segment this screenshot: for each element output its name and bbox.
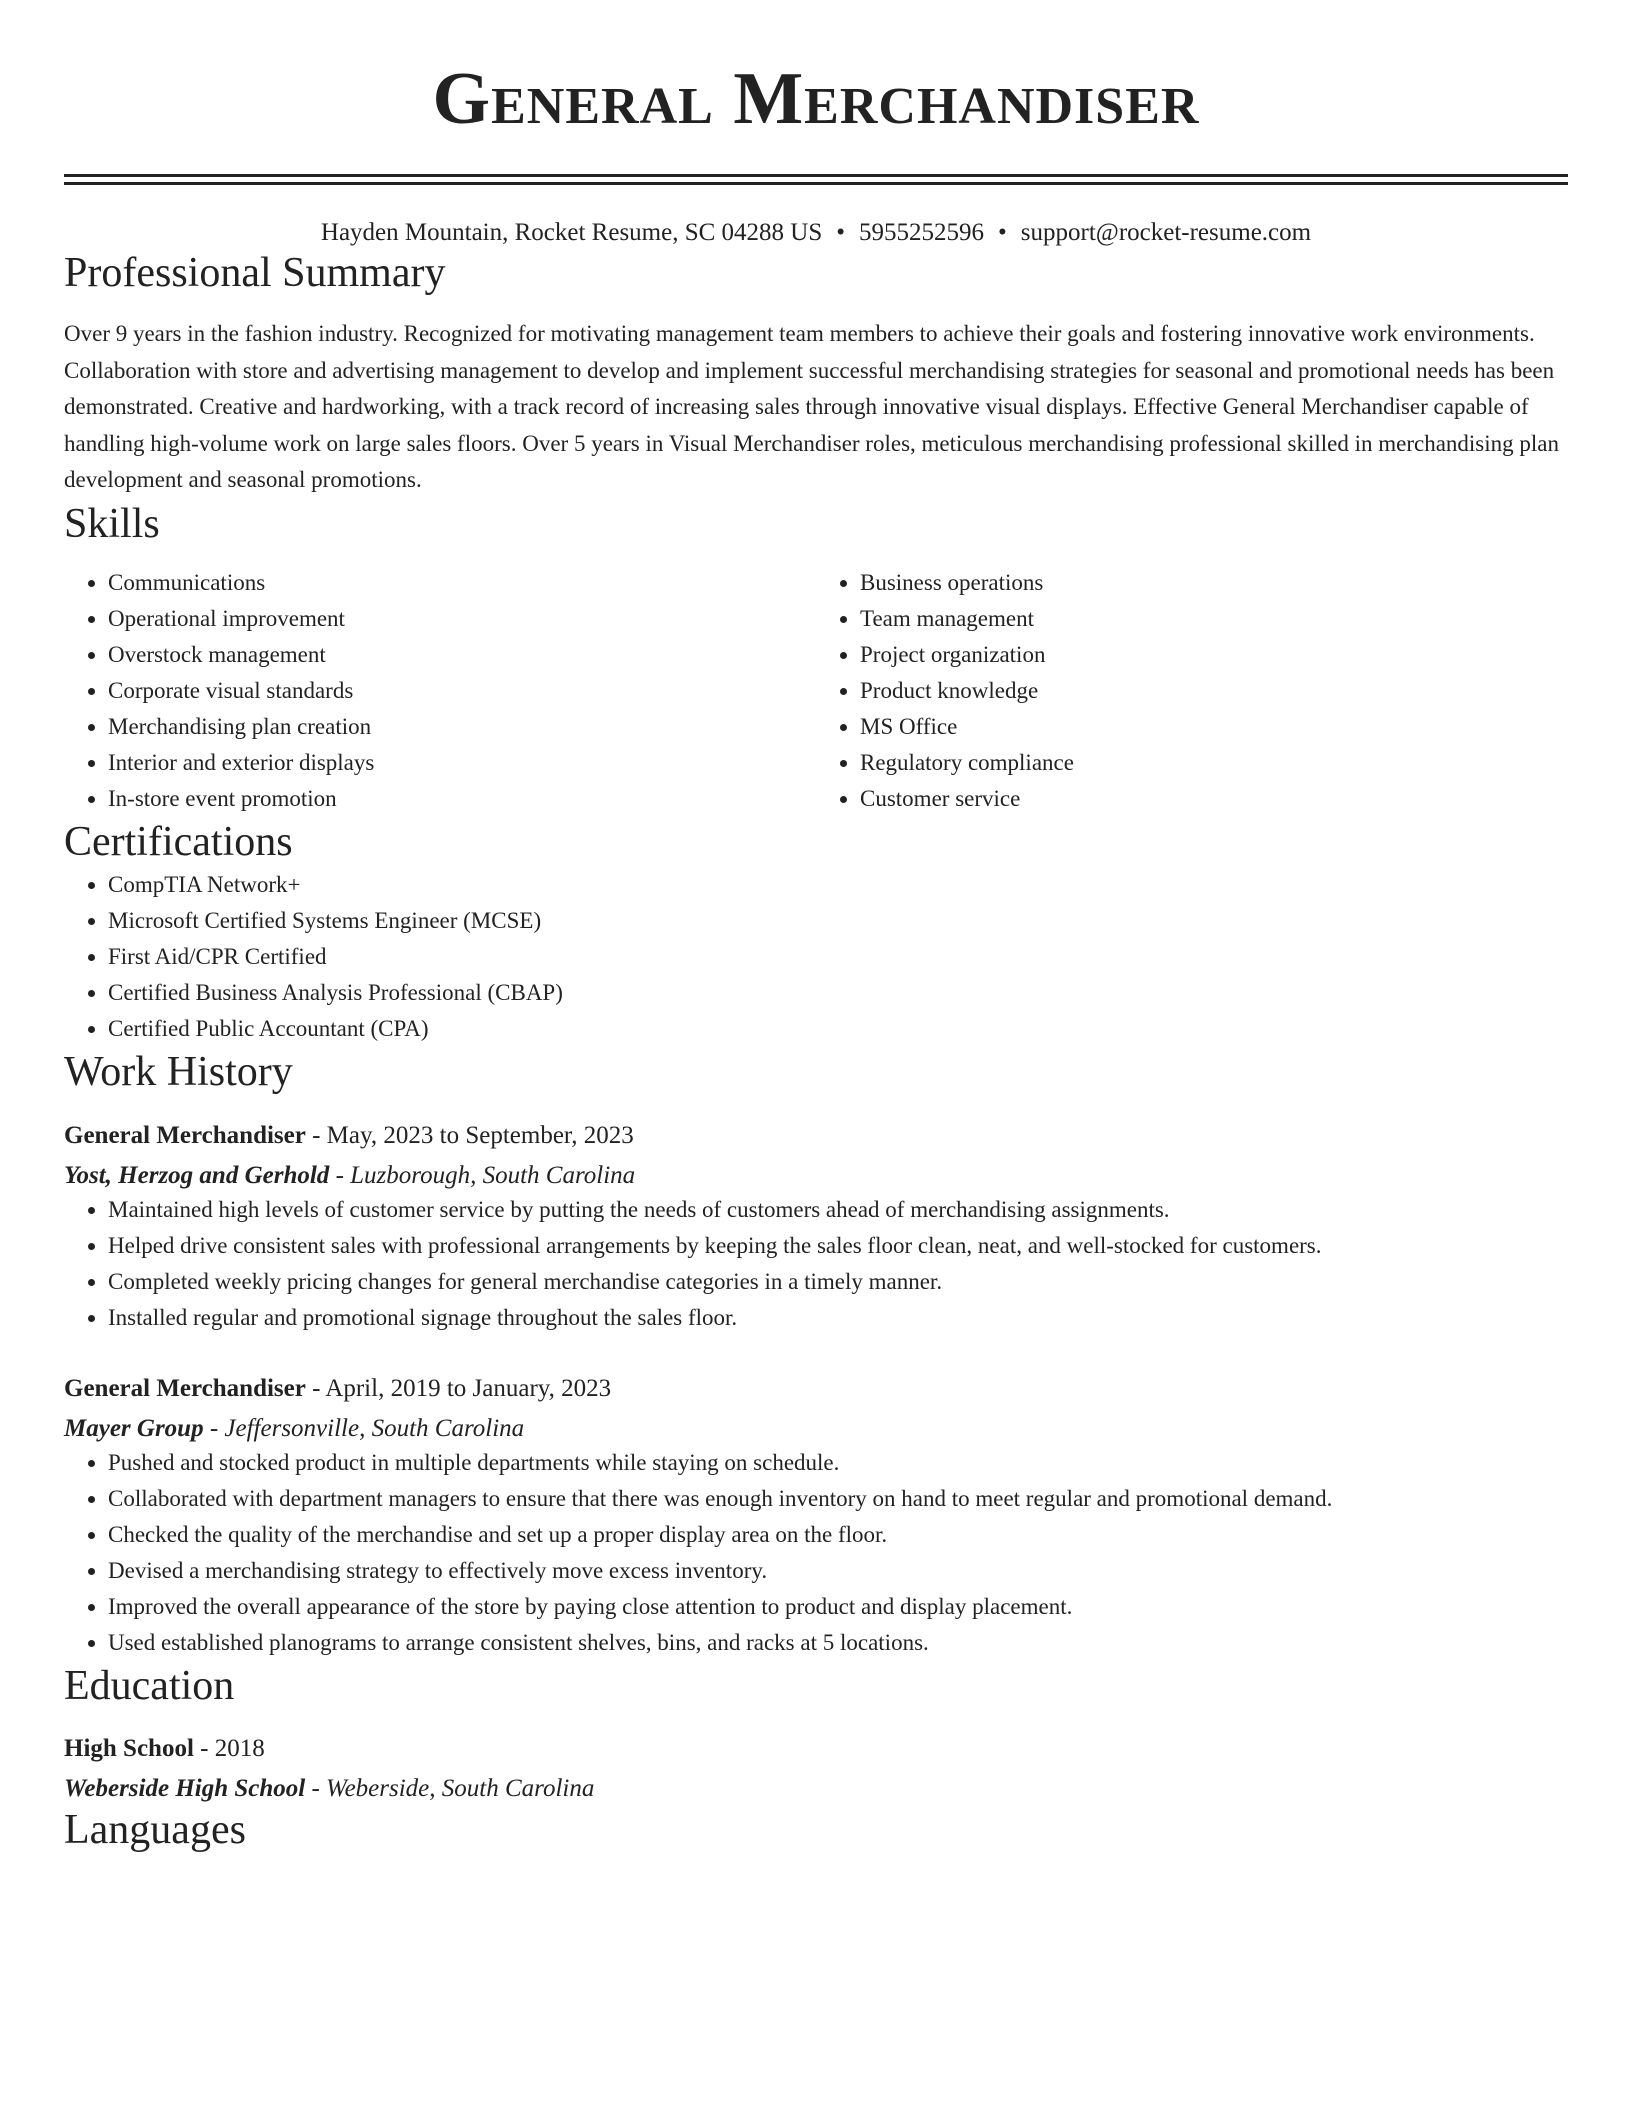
skills-list-right	[816, 565, 1568, 817]
job-entry	[64, 1120, 1568, 1336]
job-entry	[64, 1373, 1568, 1661]
skills-columns	[64, 565, 1568, 817]
contact-separator: •	[998, 219, 1007, 246]
job-duty-item: • Pushed and stocked product in multiple departments while staying on schedule.	[108, 1445, 1568, 1481]
job-company-line	[64, 1160, 1568, 1192]
skill-item: • Operational improvement	[108, 601, 816, 637]
skill-item: • Corporate visual standards	[108, 673, 816, 709]
education-entry	[64, 1733, 1568, 1805]
certification-item: • First Aid/CPR Certified	[108, 939, 1568, 975]
skill-item: • Regulatory compliance	[860, 745, 1568, 781]
skill-item: • Merchandising plan creation	[108, 709, 816, 745]
contact-line	[64, 218, 1568, 248]
skills-heading: Skills	[64, 500, 160, 547]
certifications-heading: Certifications	[64, 818, 293, 865]
work-history-heading: Work History	[64, 1048, 293, 1095]
job-title-line	[64, 1120, 1568, 1152]
job-duty-item: • Used established planograms to arrange consistent shelves, bins, and racks at 5 locations.	[108, 1625, 1568, 1661]
education-year: - 2018	[193, 1734, 265, 1762]
job-duty-item: • Improved the overall appearance of the store by paying close attention to product and display placement.	[108, 1589, 1568, 1625]
certification-item: • CompTIA Network+	[108, 867, 1568, 903]
job-duty-item: • Collaborated with department managers to ensure that there was enough inventory on hand to meet regular and promotional demand.	[108, 1481, 1568, 1517]
contact-email: support@rocket-resume.com	[1020, 219, 1312, 246]
job-title-line	[64, 1373, 1568, 1405]
job-duties-list	[64, 1445, 1568, 1661]
certification-item: • Certified Public Accountant (CPA)	[108, 1011, 1568, 1047]
contact-separator: •	[836, 219, 846, 246]
skill-item: • Project organization	[860, 637, 1568, 673]
education-heading: Education	[64, 1662, 235, 1709]
skill-item: • Customer service	[860, 781, 1568, 817]
languages-heading: Languages	[64, 1806, 246, 1853]
job-company: Mayer Group	[64, 1414, 204, 1442]
header-divider	[64, 174, 1568, 185]
education-degree: High School	[64, 1734, 194, 1762]
skill-item: • In-store event promotion	[108, 781, 816, 817]
education-location: - Weberside, South Carolina	[305, 1774, 595, 1802]
job-dates: - April, 2019 to January, 2023	[305, 1374, 612, 1402]
skills-list-left	[64, 565, 816, 817]
summary-text: Over 9 years in the fashion industry. Recognized for motivating management team members to achieve their goals and fostering innovative work environments. Collaboration with store and advertising management to develop and implement successful merchandising strategies for seasonal and promotional needs has been demonstrated. Creative and hardworking, with a track record of increasing sales through innovative visual displays. Effective General Merchandiser capable of handling high-volume work on large sales floors. Over 5 years in Visual Merchandiser roles, meticulous merchandising professional skilled in merchandising plan development and seasonal promotions.	[64, 321, 1559, 492]
summary-heading: Professional Summary	[64, 250, 446, 296]
job-company: Yost, Herzog and Gerhold	[64, 1161, 330, 1189]
education-degree-line	[64, 1733, 1568, 1765]
job-location: - Luzborough, South Carolina	[329, 1161, 636, 1189]
certification-item: • Microsoft Certified Systems Engineer (MCSE)	[108, 903, 1568, 939]
skill-item: • Communications	[108, 565, 816, 601]
job-dates: - May, 2023 to September, 2023	[305, 1121, 634, 1149]
skill-item: • MS Office	[860, 709, 1568, 745]
job-duties-list	[64, 1192, 1568, 1336]
job-duty-item: • Checked the quality of the merchandise and set up a proper display area on the floor.	[108, 1517, 1568, 1553]
skill-item: • Overstock management	[108, 637, 816, 673]
contact-address: Hayden Mountain, Rocket Resume, SC 04288 US	[320, 219, 823, 246]
job-duty-item: • Completed weekly pricing changes for general merchandise categories in a timely manner.	[108, 1264, 1568, 1300]
certification-item: • Certified Business Analysis Professional (CBAP)	[108, 975, 1568, 1011]
job-role: General Merchandiser	[64, 1374, 306, 1402]
certifications-list	[64, 867, 1568, 1047]
job-company-line	[64, 1413, 1568, 1445]
skill-item: • Business operations	[860, 565, 1568, 601]
education-school-line	[64, 1773, 1568, 1805]
skill-item: • Interior and exterior displays	[108, 745, 816, 781]
job-duty-item: • Devised a merchandising strategy to effectively move excess inventory.	[108, 1553, 1568, 1589]
skill-item: • Team management	[860, 601, 1568, 637]
resume-page	[64, 0, 1568, 1855]
job-duty-item: • Installed regular and promotional signage throughout the sales floor.	[108, 1300, 1568, 1336]
job-duty-item: • Maintained high levels of customer service by putting the needs of customers ahead of merchandising assignments.	[108, 1192, 1568, 1228]
skill-item: • Product knowledge	[860, 673, 1568, 709]
education-school: Weberside High School	[64, 1774, 306, 1802]
job-location: - Jeffersonville, South Carolina	[203, 1414, 525, 1442]
job-duty-item: • Helped drive consistent sales with professional arrangements by keeping the sales floor clean, neat, and well-stocked for customers.	[108, 1228, 1568, 1264]
job-role: General Merchandiser	[64, 1121, 306, 1149]
resume-name: General Merchandiser	[432, 58, 1200, 140]
contact-phone: 5955252596	[859, 219, 985, 246]
